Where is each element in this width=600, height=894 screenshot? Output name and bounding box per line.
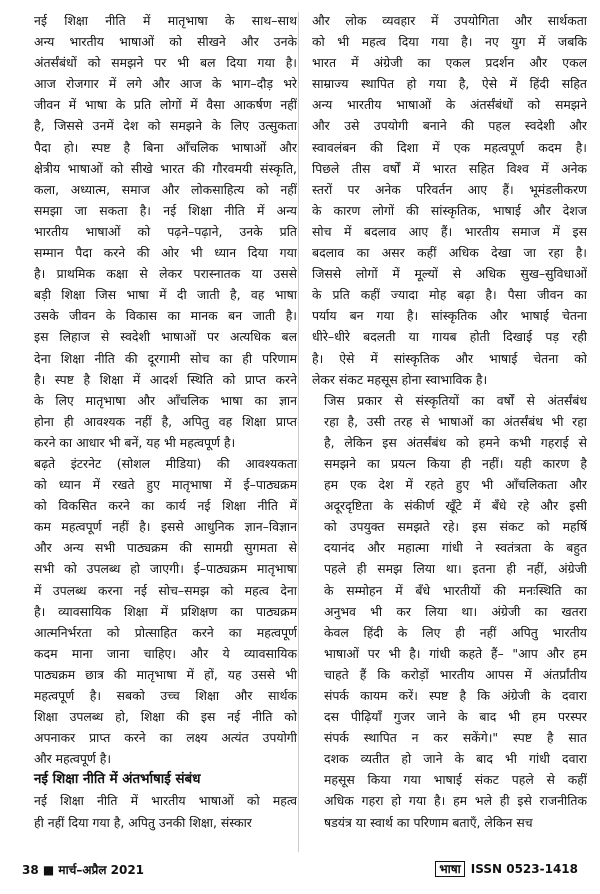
text-line: और लोक व्यवहार में उपयोगिता और सार्थकता [312,13,587,28]
text-line: को भी महत्व दिया गया है। नए युग में जबकि [312,34,587,50]
section-heading [22,769,297,790]
text-line: अन्य भारतीय भाषाओं को सीखने और उनके [34,34,297,50]
text-line: दस पीढ़ियाँ गुजर जाने के बाद भी हम परस्पर [324,709,587,725]
text-line: को ध्यान में रखते हुए मातृभाषा में ई–पाठ्यक्रम [34,477,297,493]
text-line: कला, अध्यात्म, समाज और लोकसाहित्य को नहीं [34,181,297,197]
text-line: और अन्य सभी पाठ्यक्रम की सामग्री सुगमता से [34,540,297,556]
text-line: और महत्वपूर्ण है। [34,751,112,767]
text-line: सभी को उपलब्ध हो जाएगी। ई–पाठ्यक्रम मातृभाषा [34,561,297,577]
text-line: संपर्क स्थापित न कर सकेंगे।" स्पष्ट है सात [324,730,587,746]
page-number: 38 [22,862,39,877]
text-line: सोच में बदलाव आए हैं। भारतीय समाज में इस [312,223,587,239]
text-line: हम एक देश में रहते हुए भी आँचलिकता और [324,477,587,493]
text-line: को उपयुक्त समझते रहे। इस संकट को महर्षि [324,519,587,535]
text-line: के कारण लोगों की सांस्कृतिक, भाषाई और देशज [312,202,587,218]
text-line: बढ़ते इंटरनेट (सोशल मीडिया) की आवश्यकता [34,455,297,471]
text-line: है। व्यावसायिक शिक्षा में प्रशिक्षण का पाठ्यक्रम [34,603,297,619]
text-line: पाठ्यक्रम छात्र की मातृभाषा में हों, यह उससे भी [34,666,297,682]
text-line: बदलाव का असर कहीं अधिक देखा जा रहा है। [312,245,587,261]
text-line: शिक्षा उपलब्ध हो, शिक्षा की इस नई नीति को [34,709,297,725]
text-line: भारतीय भाषाओं को पढ़ने–पढ़ाने, उनके प्रति [34,223,297,239]
text-line: पैदा हो। स्पष्ट है बिना आँचलिक भाषाओं और [34,139,297,155]
text-line: महत्वपूर्ण है। सबको उच्च शिक्षा और सार्थक [34,688,297,703]
text-line: के सम्मोहन में बँधे भारतीयों की मनःस्थिति का [324,582,587,598]
paragraph [22,10,297,453]
text-line: नई शिक्षा नीति में मातृभाषा के साथ–साथ [34,13,297,28]
text-line: है, लेकिन इस अंतर्संबंध को हमने कभी गहराई से [324,434,587,450]
right-column [312,10,587,833]
paragraph [22,790,297,832]
text-line: करने का आधार भी बनें, यह भी महत्वपूर्ण है। [34,434,236,450]
text-line: षडयंत्र या स्वार्थ का परिणाम बताएँ, लेकिन सच [324,814,533,830]
left-column [22,10,297,833]
text-line: जिस प्रकार से संस्कृतियों का वर्षों से अंतर्संबंध [324,392,587,408]
text-line: जिससे लोगों में मूल्यों से अधिक सुख–सुविधाओं [312,266,587,282]
text-line: देना शिक्षा नीति की दूरगामी सोच का ही परिणाम [34,350,297,366]
text-line: है। ऐसे में सांस्कृतिक और भाषाई चेतना को [312,350,587,366]
text-line: पिछले तीस वर्षों में भारत सहित विश्व में अनेक [312,160,587,176]
text-line: लेकर संकट महसूस होना स्वाभाविक है। [312,371,488,387]
text-line: है, जिससे उनमें देश को समझने के लिए उत्सुकता [34,118,297,134]
text-line: पर्याय बन गया है। सांस्कृतिक और भाषाई चेतना [312,308,587,324]
text-line: अपनाकर प्राप्त करने का लक्ष्य अत्यंत उपयोगी [34,730,297,746]
text-line: अंतर्संबंधों को समझने पर भी बल दिया गया है। [34,55,297,71]
text-line: भारत में अंग्रेजी का एकल प्रदर्शन और एकल [312,55,587,71]
text-line: समझा जा सकता है। नई शिक्षा नीति में अन्य [34,202,297,218]
magazine-logo: भाषा [435,861,465,877]
text-line: बड़ी शिक्षा जिस भाषा में दी जाती है, वह भाषा [34,287,297,303]
text-line: पहले ही समझ लिया था। इतना ही नहीं, अंग्रेजी [324,561,587,577]
text-line: दयानंद और महात्मा गांधी ने स्वतंत्रता के बहुत [324,540,587,556]
issue-date: मार्च–अप्रैल 2021 [58,862,145,877]
text-line: सम्मान पैदा करने की ओर भी ध्यान दिया गया [34,245,297,261]
text-line: के प्रति कहीं ज्यादा मोह बढ़ा है। पैसा जीवन का [312,287,587,303]
text-line: अन्य भारतीय भाषाओं के अंतर्संबंधों को समझने [312,97,587,113]
text-line: ही नहीं दिया गया है, अपितु उनकी शिक्षा, संस्कार [34,814,252,830]
text-line: दशक व्यतीत हो जाने के बाद भी गांधी दवारा [324,751,587,767]
text-line: उसके जीवन के विकास का मानक बन जाती है। [34,308,297,324]
text-line: कदम माना जाना चाहिए। और ये व्यावसायिक [34,645,297,661]
text-line: रहा है, उसी तरह से भाषाओं का अंतर्संबंध भी रहा [324,413,587,429]
text-line: चाहते हैं कि करोड़ों भारतीय आपस में अंतर्प्रांतीय [324,666,587,682]
text-line: के लिए मातृभाषा और आँचलिक भाषा का ज्ञान [34,392,297,408]
issn-number: ISSN 0523-1418 [470,862,578,876]
text-line: साम्राज्य स्थापित हो गया है, ऐसे में हिंदी सहित [312,76,587,92]
text-line: अदूरदृष्टिता के संकीर्ण खूँटे में बँधे रहे और इसी [324,498,587,514]
text-line: होना ही आवश्यक नहीं है, अपितु वह शिक्षा प्राप्त [34,413,297,429]
text-line: संपर्क कायम करें। स्पष्ट है कि अंग्रेजी के दवारा [324,688,587,703]
section-heading-text: नई शिक्षा नीति में अंतर्भाषाई संबंध [34,772,201,788]
text-line: कम महत्वपूर्ण नहीं है। इससे आधुनिक ज्ञान–विज्ञान [34,519,297,535]
text-line: स्तरों पर अनेक परिवर्तन आए हैं। भूमंडलीकरण [312,181,587,197]
footer-left [22,861,144,878]
text-line: महसूस किया गया भाषाई संकट पहले से कहीं [324,772,587,788]
text-line: इस लिहाज से स्वदेशी भाषाओं पर अत्यधिक बल [34,329,297,345]
footer-right [435,861,578,877]
paragraph [22,453,297,769]
text-line: आत्मनिर्भरता को प्रोत्साहित करने का महत्वपूर्ण [34,624,297,640]
page-footer [22,858,578,880]
bullet-separator: ■ [42,862,55,877]
text-line: है। स्पष्ट है शिक्षा में आदर्श स्थिति को प्राप्त करने [34,371,297,387]
text-line: भाषाओं पर भी है। गांधी कहते हैं– "आप और हम [324,645,587,661]
text-line: को विकसित करने का कार्य नई शिक्षा नीति में [34,498,297,514]
paragraph [312,390,587,833]
text-line: आज रोजगार में लगे और आज के भाग–दौड़ भरे [34,76,297,92]
text-line: अनुभव भी कर लिया था। अंग्रेजी का खतरा [324,603,587,619]
column-divider [298,12,299,852]
text-line: है। प्राथमिक कक्षा से लेकर परास्नातक या उससे [34,266,297,282]
text-line: क्षेत्रीय भाषाओं को सीखे भारत की गौरवमयी संस्कृति, [34,160,297,176]
text-line: धीरे–धीरे बदलती या गायब होती दिखाई पड़ रही [312,329,587,345]
text-line: और उसे उपयोगी बनाने की पहल स्वदेशी और [312,118,587,134]
text-line: अधिक गहरा हो गया है। हम भले ही इसे राजनीतिक [324,793,587,809]
paragraph [312,10,587,390]
text-line: में उपलब्ध करना नई सोच–समझ को महत्व देना [34,582,297,598]
text-line: समझने का प्रयत्न किया ही नहीं। यही कारण है [324,455,587,471]
text-line: स्वावलंबन की दिशा में एक महत्वपूर्ण कदम है। [312,139,587,155]
text-line: जीवन में भाषा के प्रति लोगों में वैसा आकर्षण नहीं [34,97,297,113]
text-line: केवल हिंदी के लिए ही नहीं अपितु भारतीय [324,624,587,640]
text-line: नई शिक्षा नीति में भारतीय भाषाओं को महत्व [34,793,297,809]
